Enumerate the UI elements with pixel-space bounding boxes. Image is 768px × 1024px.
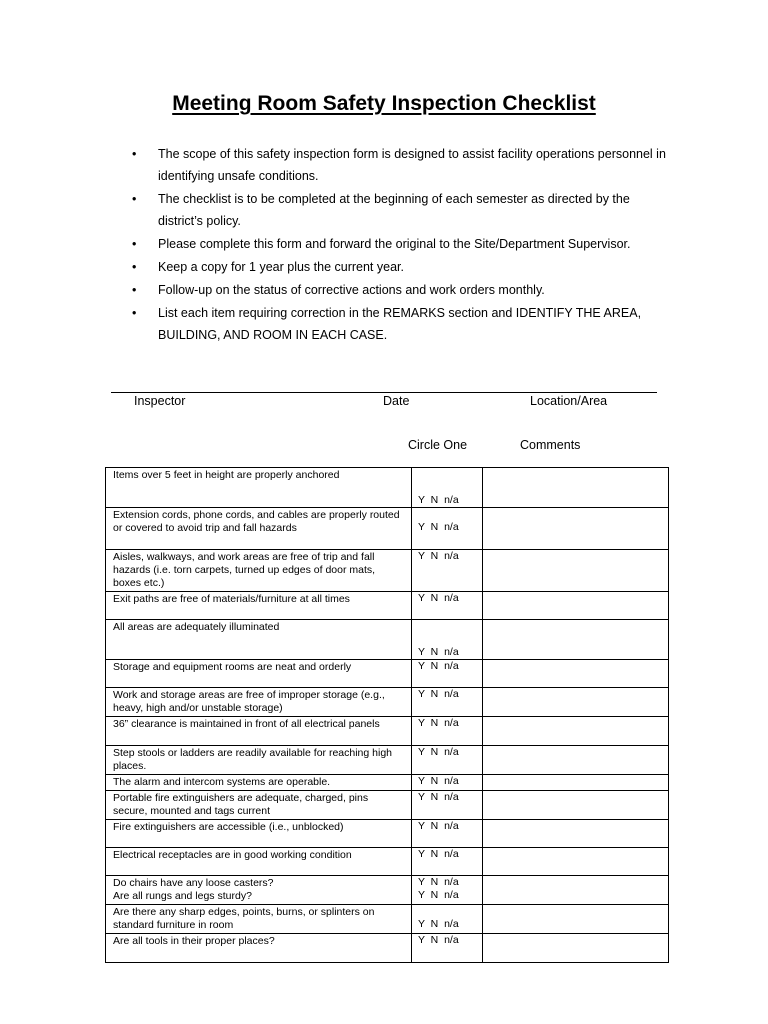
spacer	[412, 620, 482, 633]
instruction-item	[128, 143, 668, 187]
checklist-item-text: Exit paths are free of materials/furniture at all times	[113, 593, 350, 605]
circle-one-cell[interactable]	[412, 620, 483, 660]
circle-one-cell[interactable]	[412, 820, 483, 848]
yes-no-na-options[interactable]: Y N n/a	[418, 550, 459, 562]
bullet-icon: •	[132, 192, 137, 206]
table-row	[106, 660, 669, 688]
checklist-item-text: Are all tools in their proper places?	[113, 935, 275, 947]
circle-one-cell[interactable]	[412, 550, 483, 592]
yes-no-na-options[interactable]: Y N n/a	[418, 791, 459, 803]
inspector-label: Inspector	[134, 394, 186, 408]
table-row	[106, 791, 669, 820]
yes-no-na-options[interactable]: Y N n/a	[418, 775, 459, 787]
comments-header: Comments	[520, 438, 581, 452]
table-row	[106, 688, 669, 717]
instruction-text: List each item requiring correction in the REMARKS section and IDENTIFY THE AREA, BUILDING, AND ROOM IN EACH CASE.	[158, 306, 642, 342]
checklist-item-text: Portable fire extinguishers are adequate, charged, pins secure, mounted and tags current	[113, 792, 369, 817]
signature-line	[111, 392, 657, 393]
spacer	[412, 905, 482, 918]
table-row	[106, 746, 669, 775]
checklist-item-text: Items over 5 feet in height are properly anchored	[113, 469, 340, 481]
instructions-list	[128, 143, 668, 347]
yes-no-na-options[interactable]: Y N n/a	[418, 592, 459, 604]
checklist-item-cell	[106, 592, 412, 620]
table-row	[106, 934, 669, 963]
comments-cell[interactable]	[483, 468, 669, 508]
comments-cell[interactable]	[483, 550, 669, 592]
yes-no-na-options[interactable]: Y N n/a	[418, 688, 459, 700]
table-row	[106, 876, 669, 905]
spacer	[412, 508, 482, 521]
comments-cell[interactable]	[483, 791, 669, 820]
bullet-icon: •	[132, 147, 137, 161]
comments-cell[interactable]	[483, 876, 669, 905]
comments-cell[interactable]	[483, 934, 669, 963]
table-row	[106, 550, 669, 592]
circle-one-cell[interactable]	[412, 905, 483, 934]
yes-no-na-options[interactable]: Y N n/a	[418, 934, 459, 946]
yes-no-na-options[interactable]: Y N n/a	[418, 876, 459, 888]
checklist-item-cell	[106, 876, 412, 905]
checklist-item-cell	[106, 688, 412, 717]
yes-no-na-options[interactable]: Y N n/a	[418, 746, 459, 758]
circle-one-header: Circle One	[408, 438, 468, 452]
bullet-icon: •	[132, 283, 137, 297]
spacer	[412, 481, 482, 494]
circle-one-cell[interactable]	[412, 775, 483, 791]
checklist-item-text: 36” clearance is maintained in front of all electrical panels	[113, 718, 380, 730]
circle-one-cell[interactable]	[412, 717, 483, 746]
comments-cell[interactable]	[483, 746, 669, 775]
checklist-item-text: Step stools or ladders are readily available for reaching high places.	[113, 747, 392, 772]
circle-one-cell[interactable]	[412, 688, 483, 717]
checklist-item-text: Electrical receptacles are in good working condition	[113, 849, 352, 861]
yes-no-na-options[interactable]: Y N n/a	[418, 646, 459, 658]
instruction-item	[128, 279, 668, 301]
comments-cell[interactable]	[483, 660, 669, 688]
checklist-table	[105, 467, 669, 963]
checklist-item-text: Work and storage areas are free of improper storage (e.g., heavy, high and/or unstable storage)	[113, 689, 385, 714]
bullet-icon: •	[132, 260, 137, 274]
checklist-item-cell	[106, 905, 412, 934]
circle-one-cell[interactable]	[412, 876, 483, 905]
checklist-item-text: All areas are adequately illuminated	[113, 621, 280, 633]
checklist-item-cell	[106, 620, 412, 660]
instruction-item	[128, 188, 668, 232]
yes-no-na-options[interactable]: Y N n/a	[418, 848, 459, 860]
yes-no-na-options[interactable]: Y N n/a	[418, 889, 459, 901]
circle-one-cell[interactable]	[412, 848, 483, 876]
instruction-item	[128, 256, 668, 278]
checklist-item-cell	[106, 820, 412, 848]
table-row	[106, 468, 669, 508]
table-row	[106, 717, 669, 746]
instruction-item	[128, 302, 668, 346]
comments-cell[interactable]	[483, 688, 669, 717]
checklist-item-text: Storage and equipment rooms are neat and orderly	[113, 661, 352, 673]
yes-no-na-options[interactable]: Y N n/a	[418, 820, 459, 832]
checklist-item-text: Fire extinguishers are accessible (i.e., unblocked)	[113, 821, 344, 833]
checklist-item-text: Are there any sharp edges, points, burns, or splinters on standard furniture in room	[113, 906, 375, 931]
checklist-item-cell	[106, 550, 412, 592]
table-row	[106, 508, 669, 550]
circle-one-cell[interactable]	[412, 660, 483, 688]
spacer	[412, 468, 482, 481]
comments-cell[interactable]	[483, 717, 669, 746]
comments-cell[interactable]	[483, 775, 669, 791]
checklist-item-cell	[106, 848, 412, 876]
table-row	[106, 592, 669, 620]
date-label: Date	[383, 394, 410, 408]
checklist-item-cell	[106, 791, 412, 820]
comments-cell[interactable]	[483, 592, 669, 620]
checklist-item-cell	[106, 746, 412, 775]
table-row	[106, 905, 669, 934]
instruction-text: Keep a copy for 1 year plus the current year.	[158, 260, 404, 274]
comments-cell[interactable]	[483, 620, 669, 660]
instruction-text: The scope of this safety inspection form is designed to assist facility operations personnel in identifying unsafe conditions.	[158, 147, 666, 183]
checklist-item-text: The alarm and intercom systems are operable.	[113, 776, 331, 788]
circle-one-cell[interactable]	[412, 791, 483, 820]
bullet-icon: •	[132, 237, 137, 251]
comments-cell[interactable]	[483, 508, 669, 550]
bullet-icon: •	[132, 306, 137, 320]
spacer	[412, 633, 482, 646]
checklist-item-cell	[106, 775, 412, 791]
circle-one-cell[interactable]	[412, 508, 483, 550]
yes-no-na-options[interactable]: Y N n/a	[418, 717, 459, 729]
instruction-text: Please complete this form and forward the original to the Site/Department Supervisor.	[158, 237, 631, 251]
yes-no-na-options[interactable]: Y N n/a	[418, 521, 459, 533]
circle-one-cell[interactable]	[412, 934, 483, 963]
checklist-item-cell	[106, 660, 412, 688]
table-row	[106, 775, 669, 791]
table-row	[106, 848, 669, 876]
table-row	[106, 820, 669, 848]
yes-no-na-options[interactable]: Y N n/a	[418, 494, 459, 506]
table-row	[106, 620, 669, 660]
checklist-item-cell	[106, 508, 412, 550]
yes-no-na-options[interactable]: Y N n/a	[418, 660, 459, 672]
comments-cell[interactable]	[483, 820, 669, 848]
checklist-item-cell	[106, 717, 412, 746]
comments-cell[interactable]	[483, 905, 669, 934]
checklist-item-text: Do chairs have any loose casters? Are all rungs and legs sturdy?	[113, 877, 274, 902]
comments-cell[interactable]	[483, 848, 669, 876]
instruction-text: The checklist is to be completed at the beginning of each semester as directed by the district’s policy.	[158, 192, 630, 228]
yes-no-na-options[interactable]: Y N n/a	[418, 918, 459, 930]
checklist-item-cell	[106, 934, 412, 963]
checklist-item-text: Aisles, walkways, and work areas are free of trip and fall hazards (i.e. torn carpets, turned up edges of door mats, boxes etc.)	[113, 551, 376, 589]
checklist-item-text: Extension cords, phone cords, and cables are properly routed or covered to avoid trip and fall hazards	[113, 509, 400, 534]
checklist-item-cell	[106, 468, 412, 508]
circle-one-cell[interactable]	[412, 746, 483, 775]
instruction-item	[128, 233, 668, 255]
circle-one-cell[interactable]	[412, 592, 483, 620]
location-label: Location/Area	[530, 394, 608, 408]
circle-one-cell[interactable]	[412, 468, 483, 508]
instruction-text: Follow-up on the status of corrective actions and work orders monthly.	[158, 283, 545, 297]
page-title: Meeting Room Safety Inspection Checklist	[172, 92, 596, 115]
